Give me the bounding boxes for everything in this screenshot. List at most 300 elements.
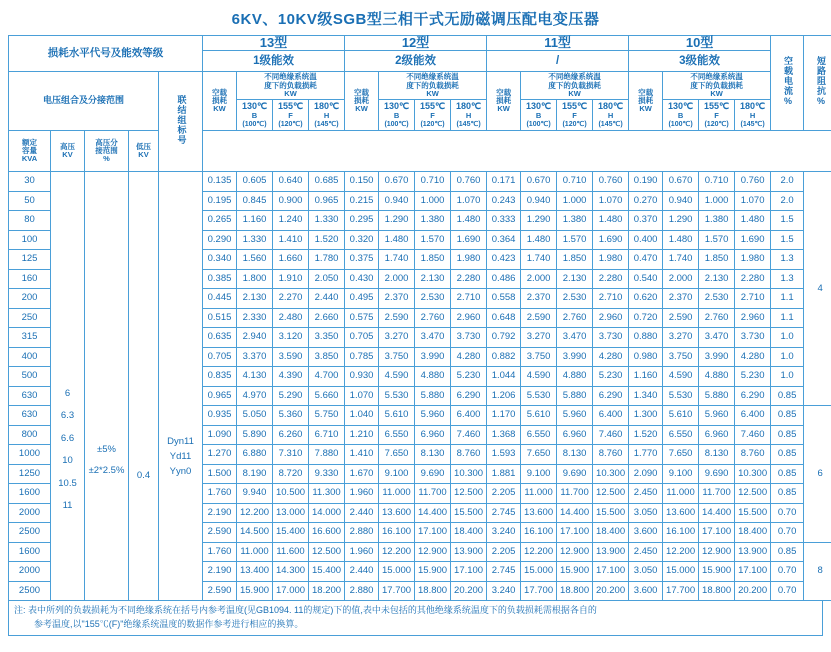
cell-m10-load3: 1.980 (735, 250, 771, 270)
cell-m13-load1: 6.880 (237, 445, 273, 465)
cell-m10-load3: 17.100 (735, 562, 771, 582)
cell-m13-load3: 15.400 (309, 562, 345, 582)
cell-no-load-current: 1.1 (771, 289, 804, 309)
cell-m10-load2: 6.960 (699, 425, 735, 445)
cell-m12-load1: 9.100 (379, 464, 415, 484)
cell-m10-load2: 12.900 (699, 542, 735, 562)
cell-m10-load2: 14.400 (699, 503, 735, 523)
cell-m12-load1: 7.650 (379, 445, 415, 465)
cell-m13-load2: 6.260 (273, 425, 309, 445)
cell-no-load-current: 1.3 (771, 269, 804, 289)
cell-capacity: 1600 (9, 484, 51, 504)
cell-m13-load1: 1.800 (237, 269, 273, 289)
cell-capacity: 2000 (9, 503, 51, 523)
cell-m11-noload: 1.170 (487, 406, 521, 426)
cell-m11-load2: 1.850 (557, 250, 593, 270)
cell-m11-load1: 17.700 (521, 581, 557, 601)
cell-m13-load2: 0.640 (273, 172, 309, 192)
efficiency-header-13: 1级能效 (203, 51, 345, 72)
cell-m10-load1: 0.940 (663, 191, 699, 211)
cell-no-load-current: 1.5 (771, 211, 804, 231)
cell-m12-load1: 11.000 (379, 484, 415, 504)
cell-m11-load2: 3.990 (557, 347, 593, 367)
cell-m11-load1: 1.480 (521, 230, 557, 250)
cell-m11-load1: 15.000 (521, 562, 557, 582)
cell-m13-noload: 0.340 (203, 250, 237, 270)
cell-m13-load1: 11.000 (237, 542, 273, 562)
cell-m10-load3: 8.760 (735, 445, 771, 465)
cell-m11-load1: 3.270 (521, 328, 557, 348)
cell-no-load-current: 0.85 (771, 406, 804, 426)
cell-no-load-current: 0.70 (771, 562, 804, 582)
cell-m10-load3: 1.070 (735, 191, 771, 211)
cell-m13-load2: 7.310 (273, 445, 309, 465)
cell-m10-noload: 2.090 (629, 464, 663, 484)
cell-m10-noload: 0.540 (629, 269, 663, 289)
cell-m12-load3: 6.290 (451, 386, 487, 406)
cell-m13-load1: 3.370 (237, 347, 273, 367)
cell-m10-load1: 2.370 (663, 289, 699, 309)
cell-m10-load2: 4.880 (699, 367, 735, 387)
cell-m12-noload: 2.440 (345, 503, 379, 523)
cell-m10-noload: 1.340 (629, 386, 663, 406)
cell-m12-noload: 1.410 (345, 445, 379, 465)
cell-m10-noload: 3.600 (629, 581, 663, 601)
cell-m10-load2: 9.690 (699, 464, 735, 484)
cell-m12-noload: 0.295 (345, 211, 379, 231)
temp-header-10-155: 155℃ F (120℃) (699, 100, 735, 131)
cell-m12-load3: 8.760 (451, 445, 487, 465)
cell-m13-load3: 2.050 (309, 269, 345, 289)
cell-m13-load1: 9.940 (237, 484, 273, 504)
cell-capacity: 200 (9, 289, 51, 309)
cell-m12-noload: 2.440 (345, 562, 379, 582)
cell-m12-load2: 2.760 (415, 308, 451, 328)
cell-m12-load1: 3.270 (379, 328, 415, 348)
cell-m10-load1: 11.000 (663, 484, 699, 504)
cell-m11-load2: 12.900 (557, 542, 593, 562)
cell-m11-load2: 5.960 (557, 406, 593, 426)
cell-no-load-current: 1.5 (771, 230, 804, 250)
cell-m10-noload: 0.470 (629, 250, 663, 270)
cell-m11-noload: 0.364 (487, 230, 521, 250)
cell-m10-load2: 2.530 (699, 289, 735, 309)
cell-capacity: 2500 (9, 581, 51, 601)
note-label: 注: (14, 605, 26, 616)
cell-m11-load3: 15.500 (593, 503, 629, 523)
cell-m13-load3: 18.200 (309, 581, 345, 601)
cell-m12-noload: 1.210 (345, 425, 379, 445)
cell-m12-load1: 5.530 (379, 386, 415, 406)
cell-m12-load1: 5.610 (379, 406, 415, 426)
cell-m10-load3: 6.400 (735, 406, 771, 426)
cell-high-voltage: 6 6.3 6.6 10 10.5 11 (51, 172, 85, 601)
cell-capacity: 100 (9, 230, 51, 250)
cell-m13-load3: 12.500 (309, 542, 345, 562)
temp-header-13-155: 155℃ F (120℃) (273, 100, 309, 131)
cell-m13-load2: 5.290 (273, 386, 309, 406)
cell-m13-load2: 4.390 (273, 367, 309, 387)
cell-m10-load1: 0.670 (663, 172, 699, 192)
cell-m13-load2: 1.240 (273, 211, 309, 231)
cell-m10-load2: 1.380 (699, 211, 735, 231)
cell-m12-load2: 1.380 (415, 211, 451, 231)
cell-m11-load2: 0.710 (557, 172, 593, 192)
cell-capacity: 630 (9, 386, 51, 406)
cell-m10-load3: 5.230 (735, 367, 771, 387)
cell-m11-load3: 12.500 (593, 484, 629, 504)
short-circuit-impedance-header: 短路阻抗% (804, 36, 831, 131)
cell-no-load-current: 0.85 (771, 425, 804, 445)
cell-m11-load2: 6.960 (557, 425, 593, 445)
no-load-current-header: 空载电流% (771, 36, 804, 131)
cell-m12-load1: 1.740 (379, 250, 415, 270)
cell-m12-noload: 0.785 (345, 347, 379, 367)
cell-m11-load3: 2.960 (593, 308, 629, 328)
cell-m12-load3: 12.500 (451, 484, 487, 504)
cell-m11-load3: 20.200 (593, 581, 629, 601)
cell-m11-load2: 2.130 (557, 269, 593, 289)
cell-m13-load2: 1.410 (273, 230, 309, 250)
cell-m13-load2: 14.300 (273, 562, 309, 582)
cell-m11-load3: 3.730 (593, 328, 629, 348)
cell-m10-load1: 3.270 (663, 328, 699, 348)
cell-m12-load3: 1.980 (451, 250, 487, 270)
cell-m12-noload: 1.070 (345, 386, 379, 406)
transformer-spec-table (8, 35, 831, 601)
cell-capacity: 315 (9, 328, 51, 348)
cell-capacity: 80 (9, 211, 51, 231)
cell-m13-noload: 0.635 (203, 328, 237, 348)
cell-m13-load2: 0.900 (273, 191, 309, 211)
cell-no-load-current: 0.70 (771, 581, 804, 601)
temp-header-12-180: 180℃ H (145℃) (451, 100, 487, 131)
cell-m10-load2: 2.760 (699, 308, 735, 328)
cell-m13-noload: 0.385 (203, 269, 237, 289)
cell-m12-load1: 2.590 (379, 308, 415, 328)
cell-m12-load3: 1.070 (451, 191, 487, 211)
cell-m10-noload: 0.980 (629, 347, 663, 367)
cell-short-circuit-impedance: 6 (804, 406, 831, 543)
temp-header-11-180: 180℃ H (145℃) (593, 100, 629, 131)
cell-no-load-current: 1.0 (771, 367, 804, 387)
cell-m12-load2: 9.690 (415, 464, 451, 484)
cell-m12-load3: 0.760 (451, 172, 487, 192)
cell-m13-load2: 3.590 (273, 347, 309, 367)
cell-capacity: 160 (9, 269, 51, 289)
cell-m10-load1: 12.200 (663, 542, 699, 562)
cell-m10-load3: 20.200 (735, 581, 771, 601)
cell-m10-load2: 3.990 (699, 347, 735, 367)
cell-m10-load3: 1.690 (735, 230, 771, 250)
cell-m11-load2: 18.800 (557, 581, 593, 601)
cell-m13-load3: 6.710 (309, 425, 345, 445)
cell-m11-noload: 1.593 (487, 445, 521, 465)
cell-m10-load2: 11.700 (699, 484, 735, 504)
no-load-loss-header-10: 空载 损耗 KW (629, 72, 663, 131)
cell-m13-load3: 2.660 (309, 308, 345, 328)
cell-m10-noload: 2.450 (629, 484, 663, 504)
cell-m13-load1: 12.200 (237, 503, 273, 523)
cell-m11-load1: 13.600 (521, 503, 557, 523)
no-load-loss-header-11: 空载 损耗 KW (487, 72, 521, 131)
cell-m13-load2: 13.000 (273, 503, 309, 523)
cell-m11-load3: 1.480 (593, 211, 629, 231)
temp-header-12-155: 155℃ F (120℃) (415, 100, 451, 131)
cell-m10-load1: 7.650 (663, 445, 699, 465)
cell-m13-load1: 4.130 (237, 367, 273, 387)
cell-m12-load1: 12.200 (379, 542, 415, 562)
cell-m13-load2: 8.720 (273, 464, 309, 484)
cell-m13-load3: 16.600 (309, 523, 345, 543)
model-header-11: 11型 (487, 36, 629, 51)
cell-m12-load2: 3.470 (415, 328, 451, 348)
cell-m11-load3: 18.400 (593, 523, 629, 543)
cell-m11-load2: 1.380 (557, 211, 593, 231)
cell-tap-range: ±5% ±2*2.5% (85, 172, 129, 601)
cell-m13-load3: 11.300 (309, 484, 345, 504)
cell-m13-load2: 2.270 (273, 289, 309, 309)
cell-m13-load2: 1.660 (273, 250, 309, 270)
cell-m13-load1: 1.560 (237, 250, 273, 270)
cell-no-load-current: 0.85 (771, 484, 804, 504)
cell-capacity: 2500 (9, 523, 51, 543)
cell-m12-load2: 2.530 (415, 289, 451, 309)
model-header-12: 12型 (345, 36, 487, 51)
temp-header-10-130: 130℃ B (100℃) (663, 100, 699, 131)
cell-m10-load3: 2.280 (735, 269, 771, 289)
cell-capacity: 400 (9, 347, 51, 367)
capacity-header: 额定 容量 KVA (9, 131, 51, 172)
cell-no-load-current: 2.0 (771, 172, 804, 192)
cell-m12-load3: 1.690 (451, 230, 487, 250)
cell-m13-load2: 10.500 (273, 484, 309, 504)
cell-m11-load3: 7.460 (593, 425, 629, 445)
cell-m13-load3: 2.440 (309, 289, 345, 309)
cell-m12-load1: 0.940 (379, 191, 415, 211)
cell-m12-load3: 13.900 (451, 542, 487, 562)
cell-m12-load3: 5.230 (451, 367, 487, 387)
cell-m12-load1: 0.670 (379, 172, 415, 192)
cell-m10-load3: 2.710 (735, 289, 771, 309)
cell-m13-load1: 2.940 (237, 328, 273, 348)
cell-m13-load3: 0.965 (309, 191, 345, 211)
cell-m11-load2: 15.900 (557, 562, 593, 582)
cell-m11-load3: 6.290 (593, 386, 629, 406)
cell-m10-noload: 0.190 (629, 172, 663, 192)
cell-m12-load3: 15.500 (451, 503, 487, 523)
cell-m12-load1: 17.700 (379, 581, 415, 601)
cell-m12-load3: 17.100 (451, 562, 487, 582)
cell-m10-load3: 7.460 (735, 425, 771, 445)
cell-m11-load1: 4.590 (521, 367, 557, 387)
cell-m10-load2: 18.800 (699, 581, 735, 601)
cell-m12-load1: 2.000 (379, 269, 415, 289)
cell-m12-load1: 16.100 (379, 523, 415, 543)
cell-m13-noload: 1.090 (203, 425, 237, 445)
cell-m12-noload: 1.040 (345, 406, 379, 426)
cell-m11-load2: 4.880 (557, 367, 593, 387)
cell-m11-load2: 3.470 (557, 328, 593, 348)
cell-m12-load2: 6.960 (415, 425, 451, 445)
cell-m11-load1: 3.750 (521, 347, 557, 367)
cell-m12-load2: 1.850 (415, 250, 451, 270)
cell-m12-load2: 1.570 (415, 230, 451, 250)
cell-capacity: 50 (9, 191, 51, 211)
cell-m10-load2: 2.130 (699, 269, 735, 289)
cell-m12-load3: 20.200 (451, 581, 487, 601)
cell-m13-noload: 0.935 (203, 406, 237, 426)
cell-m13-load1: 15.900 (237, 581, 273, 601)
table-note (8, 601, 823, 636)
cell-m10-noload: 0.370 (629, 211, 663, 231)
cell-m11-load2: 17.100 (557, 523, 593, 543)
cell-m13-noload: 1.270 (203, 445, 237, 465)
cell-m11-load1: 2.590 (521, 308, 557, 328)
cell-m13-noload: 2.590 (203, 523, 237, 543)
cell-m13-noload: 1.500 (203, 464, 237, 484)
cell-m11-noload: 3.240 (487, 523, 521, 543)
cell-m12-load2: 8.130 (415, 445, 451, 465)
cell-m11-load1: 2.370 (521, 289, 557, 309)
cell-capacity: 1000 (9, 445, 51, 465)
cell-capacity: 1250 (9, 464, 51, 484)
cell-m13-noload: 1.760 (203, 542, 237, 562)
cell-capacity: 1600 (9, 542, 51, 562)
cell-m11-noload: 0.333 (487, 211, 521, 231)
cell-short-circuit-impedance: 4 (804, 172, 831, 406)
cell-m13-load3: 1.520 (309, 230, 345, 250)
cell-m10-load1: 2.590 (663, 308, 699, 328)
cell-m12-noload: 0.430 (345, 269, 379, 289)
cell-low-voltage: 0.4 (129, 172, 159, 601)
cell-m10-noload: 3.600 (629, 523, 663, 543)
cell-m13-load2: 2.480 (273, 308, 309, 328)
temp-header-10-180: 180℃ H (145℃) (735, 100, 771, 131)
cell-m13-load3: 9.330 (309, 464, 345, 484)
cell-no-load-current: 0.70 (771, 523, 804, 543)
cell-capacity: 30 (9, 172, 51, 192)
high-voltage-header: 高压 KV (51, 131, 85, 172)
cell-m11-noload: 0.243 (487, 191, 521, 211)
cell-m11-load3: 4.280 (593, 347, 629, 367)
cell-m12-load3: 2.710 (451, 289, 487, 309)
cell-m10-load1: 9.100 (663, 464, 699, 484)
cell-m13-noload: 0.705 (203, 347, 237, 367)
temp-header-12-130: 130℃ B (100℃) (379, 100, 415, 131)
cell-m12-load3: 2.280 (451, 269, 487, 289)
cell-m10-noload: 3.050 (629, 562, 663, 582)
cell-m13-noload: 0.195 (203, 191, 237, 211)
cell-m11-load2: 2.760 (557, 308, 593, 328)
model-header-13: 13型 (203, 36, 345, 51)
cell-capacity: 800 (9, 425, 51, 445)
cell-m13-load3: 14.000 (309, 503, 345, 523)
cell-m10-noload: 0.270 (629, 191, 663, 211)
cell-m10-load3: 12.500 (735, 484, 771, 504)
cell-m11-load3: 2.280 (593, 269, 629, 289)
cell-m10-load3: 18.400 (735, 523, 771, 543)
cell-m10-load1: 5.610 (663, 406, 699, 426)
cell-m12-noload: 0.575 (345, 308, 379, 328)
cell-m11-load3: 13.900 (593, 542, 629, 562)
cell-m11-load3: 1.980 (593, 250, 629, 270)
cell-m11-load3: 8.760 (593, 445, 629, 465)
table-row (9, 172, 831, 192)
cell-capacity: 500 (9, 367, 51, 387)
cell-m11-load2: 14.400 (557, 503, 593, 523)
cell-m13-load1: 5.890 (237, 425, 273, 445)
cell-m12-noload: 1.960 (345, 484, 379, 504)
cell-m11-noload: 3.240 (487, 581, 521, 601)
cell-no-load-current: 0.70 (771, 503, 804, 523)
cell-m10-load1: 1.480 (663, 230, 699, 250)
cell-m13-noload: 0.515 (203, 308, 237, 328)
cell-m12-noload: 0.215 (345, 191, 379, 211)
cell-m11-noload: 1.368 (487, 425, 521, 445)
cell-m13-noload: 0.965 (203, 386, 237, 406)
cell-m10-noload: 0.880 (629, 328, 663, 348)
cell-m12-load2: 4.880 (415, 367, 451, 387)
cell-m11-load3: 6.400 (593, 406, 629, 426)
cell-m13-noload: 2.190 (203, 503, 237, 523)
cell-m10-load2: 1.570 (699, 230, 735, 250)
cell-m10-load1: 3.750 (663, 347, 699, 367)
cell-no-load-current: 0.85 (771, 386, 804, 406)
page-title: 6KV、10KV级SGB型三相干式无励磁调压配电变压器 (231, 11, 600, 28)
cell-m11-load3: 10.300 (593, 464, 629, 484)
cell-m13-load3: 1.330 (309, 211, 345, 231)
cell-no-load-current: 2.0 (771, 191, 804, 211)
cell-m12-load3: 10.300 (451, 464, 487, 484)
cell-short-circuit-impedance: 8 (804, 542, 831, 601)
cell-m13-load1: 4.970 (237, 386, 273, 406)
cell-no-load-current: 0.85 (771, 542, 804, 562)
cell-m12-noload: 1.670 (345, 464, 379, 484)
cell-m13-load2: 5.360 (273, 406, 309, 426)
cell-m11-noload: 0.648 (487, 308, 521, 328)
tap-range-header: 高压分 接范围 % (85, 131, 129, 172)
cell-m10-noload: 1.520 (629, 425, 663, 445)
cell-m11-load2: 5.880 (557, 386, 593, 406)
cell-m11-load1: 0.670 (521, 172, 557, 192)
cell-m10-load2: 8.130 (699, 445, 735, 465)
cell-m12-load2: 14.400 (415, 503, 451, 523)
cell-m10-load3: 2.960 (735, 308, 771, 328)
no-load-loss-header-12: 空载 损耗 KW (345, 72, 379, 131)
cell-no-load-current: 0.85 (771, 445, 804, 465)
cell-m11-load1: 12.200 (521, 542, 557, 562)
cell-m13-noload: 2.590 (203, 581, 237, 601)
cell-m10-noload: 0.720 (629, 308, 663, 328)
cell-m11-load2: 9.690 (557, 464, 593, 484)
cell-m13-load1: 0.845 (237, 191, 273, 211)
cell-connection-group: Dyn11 Yd11 Yyn0 (159, 172, 203, 601)
cell-m10-load3: 6.290 (735, 386, 771, 406)
efficiency-header-12: 2级能效 (345, 51, 487, 72)
cell-m11-load1: 1.290 (521, 211, 557, 231)
cell-m11-load2: 1.570 (557, 230, 593, 250)
cell-m13-load2: 17.000 (273, 581, 309, 601)
cell-m11-load1: 7.650 (521, 445, 557, 465)
load-loss-header-13: 不同绝缘系统温 度下的负载损耗 KW (237, 72, 345, 100)
cell-m10-noload: 2.450 (629, 542, 663, 562)
cell-m13-load1: 0.605 (237, 172, 273, 192)
load-loss-header-11: 不同绝缘系统温 度下的负载损耗 KW (521, 72, 629, 100)
cell-m10-noload: 1.160 (629, 367, 663, 387)
cell-m12-noload: 2.880 (345, 581, 379, 601)
loss-level-header: 损耗水平代号及能效等级 (9, 36, 203, 72)
